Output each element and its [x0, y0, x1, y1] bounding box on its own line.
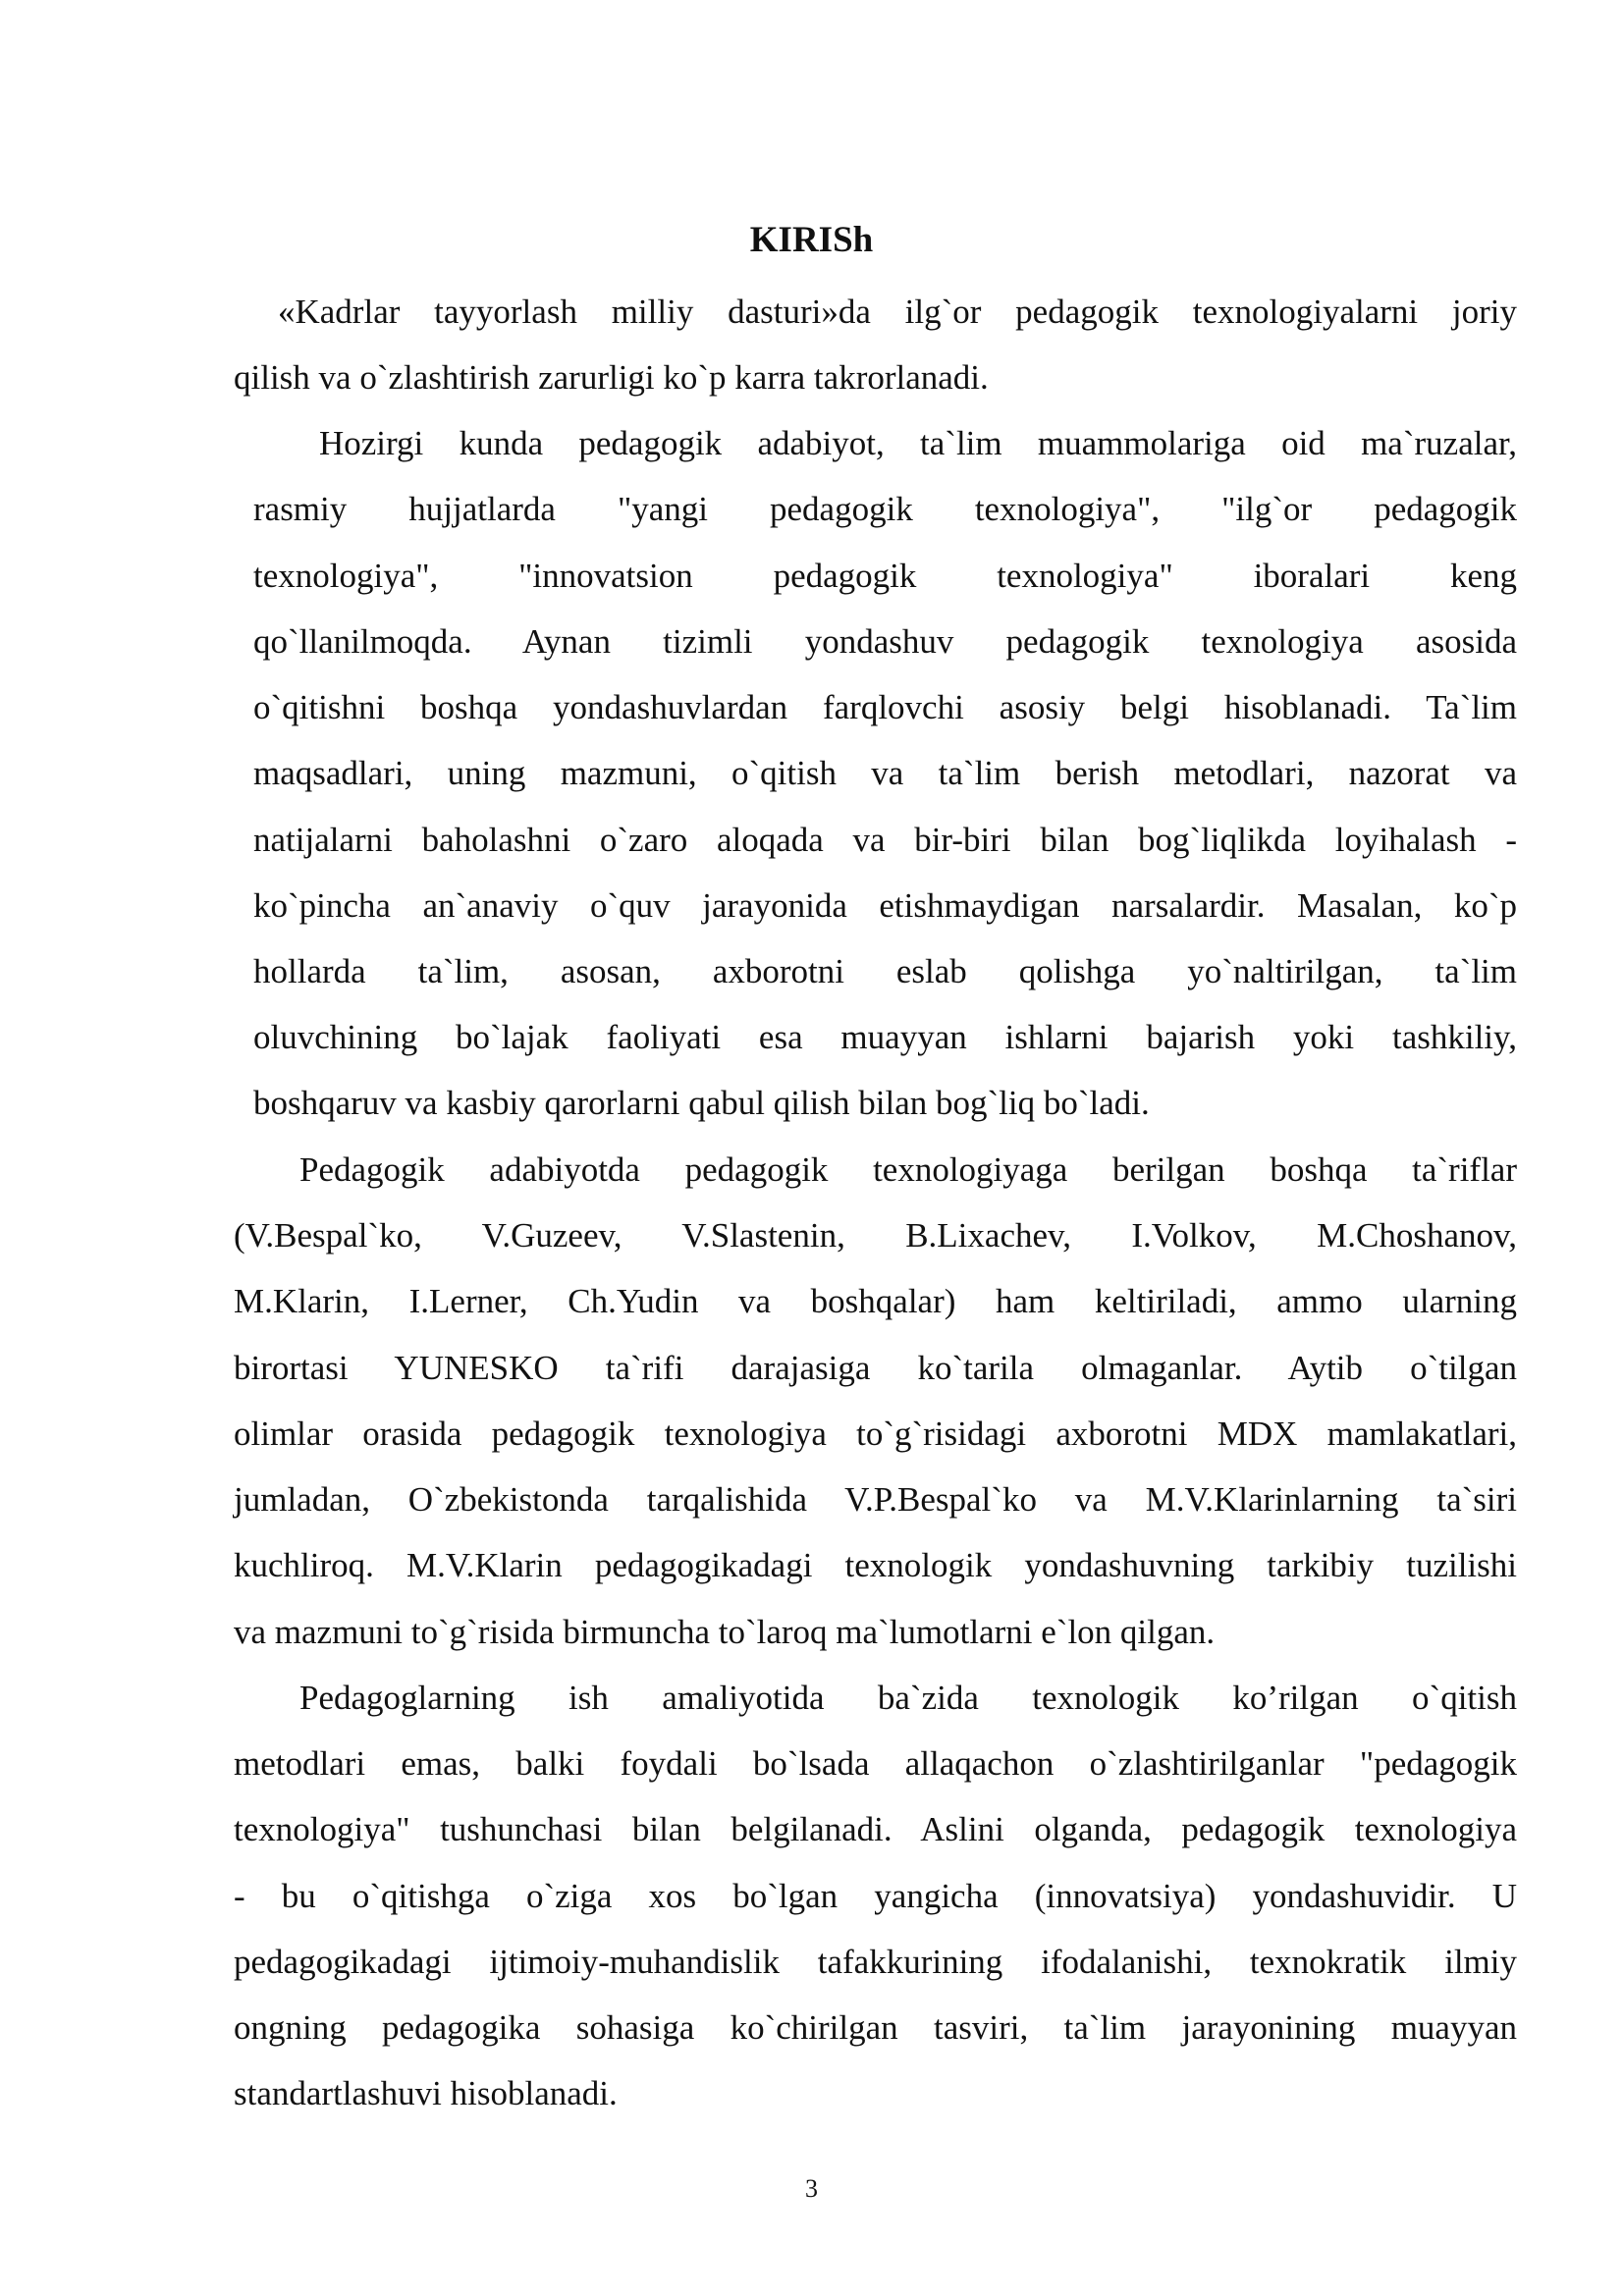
- text-line: birortasi YUNESKO ta`rifi darajasiga ko`tarila olmaganlar. Aytib o`tilgan: [234, 1349, 1517, 1387]
- text-line: pedagogikadagi ijtimoiy-muhandislik tafakkurining ifodalanishi, texnokratik ilmiy: [234, 1943, 1517, 1981]
- page-number: 3: [805, 2174, 818, 2203]
- text-line: «Kadrlar tayyorlash milliy dasturi»da ilg`or pedagogik texnologiyalarni joriy: [278, 293, 1517, 331]
- text-line: texnologiya" tushunchasi bilan belgilanadi. Aslini olganda, pedagogik texnologiya: [234, 1810, 1517, 1848]
- text-line: kuchliroq. M.V.Klarin pedagogikadagi texnologik yondashuvning tarkibiy tuzilishi: [234, 1546, 1517, 1584]
- text-line: hollarda ta`lim, asosan, axborotni eslab qolishga yo`naltirilgan, ta`lim: [253, 952, 1517, 990]
- text-line: maqsadlari, uning mazmuni, o`qitish va ta`lim berish metodlari, nazorat va: [253, 754, 1517, 792]
- text-line: olimlar orasida pedagogik texnologiya to`g`risidagi axborotni MDX mamlakatlari,: [234, 1415, 1517, 1453]
- text-line: ko`pincha an`anaviy o`quv jarayonida etishmaydigan narsalardir. Masalan, ko`p: [253, 886, 1517, 925]
- text-line: standartlashuvi hisoblanadi.: [234, 2074, 618, 2112]
- text-line: - bu o`qitishga o`ziga xos bo`lgan yangicha (innovatsiya) yondashuvidir. U: [234, 1877, 1517, 1915]
- text-line: rasmiy hujjatlarda "yangi pedagogik texnologiya", "ilg`or pedagogik: [253, 490, 1517, 528]
- text-line: natijalarni baholashni o`zaro aloqada va bir-biri bilan bog`liqlikda loyihalash -: [253, 821, 1517, 859]
- text-line: texnologiya", "innovatsion pedagogik texnologiya" iboralari keng: [253, 557, 1517, 595]
- text-line: (V.Bespal`ko, V.Guzeev, V.Slastenin, B.Lixachev, I.Volkov, M.Choshanov,: [234, 1216, 1517, 1255]
- text-line: qo`llanilmoqda. Aynan tizimli yondashuv pedagogik texnologiya asosida: [253, 622, 1517, 661]
- text-line: boshqaruv va kasbiy qarorlarni qabul qilish bilan bog`liq bo`ladi.: [253, 1084, 1150, 1122]
- text-line: o`qitishni boshqa yondashuvlardan farqlovchi asosiy belgi hisoblanadi. Ta`lim: [253, 688, 1517, 726]
- text-line: metodlari emas, balki foydali bo`lsada allaqachon o`zlashtirilganlar "pedagogik: [234, 1744, 1517, 1783]
- text-line: va mazmuni to`g`risida birmuncha to`laroq ma`lumotlarni e`lon qilgan.: [234, 1613, 1216, 1651]
- text-line: Pedagoglarning ish amaliyotida ba`zida texnologik ko’rilgan o`qitish: [299, 1679, 1517, 1717]
- text-line: Pedagogik adabiyotda pedagogik texnologiyaga berilgan boshqa ta`riflar: [299, 1150, 1517, 1189]
- text-line: oluvchining bo`lajak faoliyati esa muayyan ishlarni bajarish yoki tashkiliy,: [253, 1018, 1517, 1056]
- text-line: qilish va o`zlashtirish zarurligi ko`p karra takrorlanadi.: [234, 358, 989, 397]
- section-title: KIRISh: [749, 220, 874, 260]
- text-line: ongning pedagogika sohasiga ko`chirilgan tasviri, ta`lim jarayonining muayyan: [234, 2008, 1517, 2047]
- text-line: jumladan, O`zbekistonda tarqalishida V.P.Bespal`ko va M.V.Klarinlarning ta`siri: [234, 1480, 1517, 1519]
- text-line: Hozirgi kunda pedagogik adabiyot, ta`lim muammolariga oid ma`ruzalar,: [319, 424, 1517, 462]
- text-line: M.Klarin, I.Lerner, Ch.Yudin va boshqalar) ham keltiriladi, ammo ularning: [234, 1282, 1517, 1320]
